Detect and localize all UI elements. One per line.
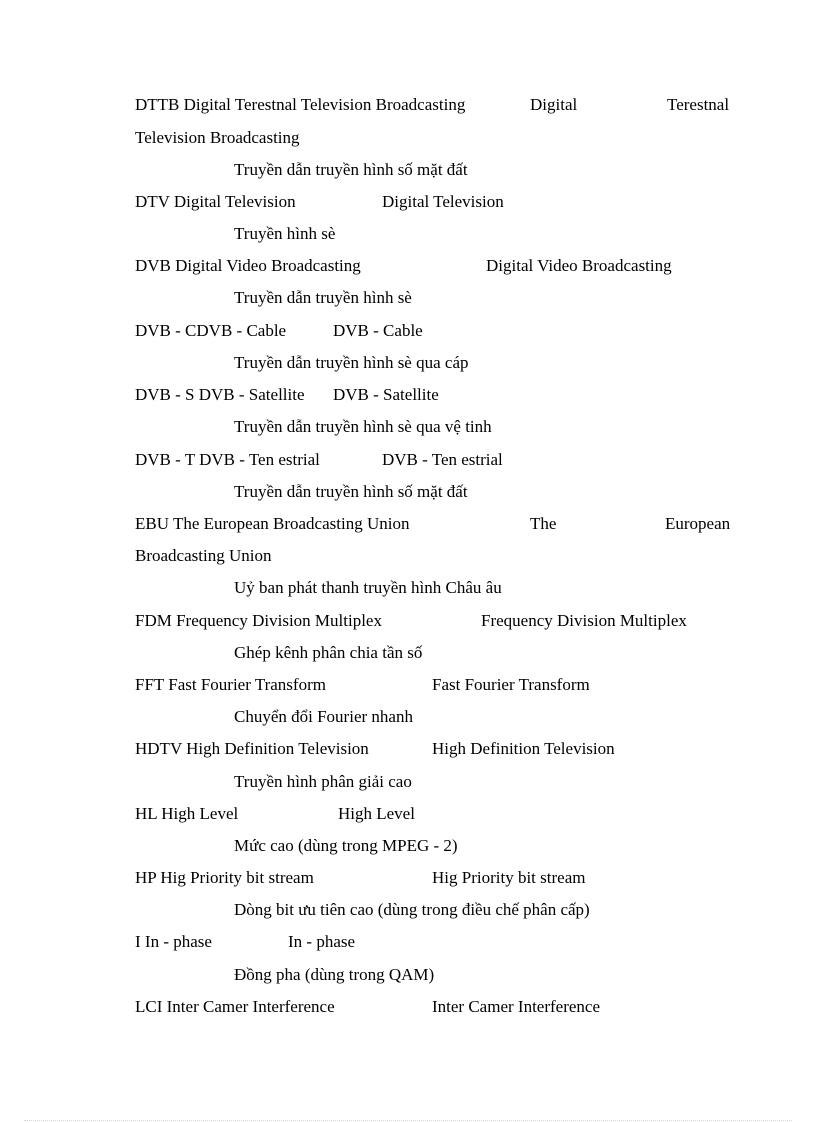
meaning-hp: Dòng bit ưu tiên cao (dùng trong điều chế phân cấp): [234, 900, 590, 919]
meaning-fft: Chuyển đổi Fourier nhanh: [234, 707, 413, 726]
term-lci: LCI Inter Camer Interference: [135, 997, 335, 1016]
meaning-ebu: Uỷ ban phát thanh truyền hình Châu âu: [234, 578, 502, 597]
term-ebu: EBU The European Broadcasting Union: [135, 514, 410, 533]
english-i: In - phase: [288, 932, 356, 951]
english-ebu: The: [530, 514, 557, 533]
english-fft: Fast Fourier Transform: [432, 675, 590, 694]
meaning-fdm: Ghép kênh phân chia tần số: [234, 643, 423, 662]
meaning-dttb: Truyền dẫn truyền hình số mặt đất: [234, 160, 468, 179]
term-hl: HL High Level: [135, 804, 239, 823]
meaning-dvb-c: Truyền dẫn truyền hình sè qua cáp: [234, 353, 469, 372]
term-dvb: DVB Digital Video Broadcasting: [135, 256, 361, 275]
english-ebu-cont: Broadcasting Union: [135, 546, 272, 565]
term-dvb-c: DVB - CDVB - Cable: [135, 321, 287, 340]
english-hl: High Level: [338, 804, 415, 823]
english-dtv: Digital Television: [382, 192, 504, 211]
term-hp: HP Hig Priority bit stream: [135, 868, 314, 887]
english-dttb-cont: Television Broadcasting: [135, 128, 300, 147]
meaning-dtv: Truyền hình sè: [234, 224, 336, 243]
meaning-dvb: Truyền dẫn truyền hình sè: [234, 288, 412, 307]
term-dttb: DTTB Digital Terestnal Television Broadcasting: [135, 95, 466, 114]
meaning-i: Đồng pha (dùng trong QAM): [234, 965, 435, 984]
english-dttb-tail: Terestnal: [667, 95, 730, 114]
term-hdtv: HDTV High Definition Television: [135, 739, 369, 758]
english-lci: Inter Camer Interference: [432, 997, 600, 1016]
english-dvb-c: DVB - Cable: [333, 321, 423, 340]
term-dvb-s: DVB - S DVB - Satellite: [135, 385, 305, 404]
meaning-dvb-t: Truyền dẫn truyền hình số mặt đất: [234, 482, 468, 501]
english-dvb-s: DVB - Satellite: [333, 385, 439, 404]
english-dvb: Digital Video Broadcasting: [486, 256, 672, 275]
meaning-hdtv: Truyền hình phân giải cao: [234, 772, 412, 791]
meaning-dvb-s: Truyền dẫn truyền hình sè qua vệ tinh: [234, 417, 492, 436]
english-fdm: Frequency Division Multiplex: [481, 611, 687, 630]
page-bottom-divider: [24, 1120, 792, 1121]
term-dtv: DTV Digital Television: [135, 192, 296, 211]
english-dvb-t: DVB - Ten estrial: [382, 450, 503, 469]
english-hdtv: High Definition Television: [432, 739, 615, 758]
term-fft: FFT Fast Fourier Transform: [135, 675, 326, 694]
term-fdm: FDM Frequency Division Multiplex: [135, 611, 382, 630]
term-dvb-t: DVB - T DVB - Ten estrial: [135, 450, 320, 469]
term-i: I In - phase: [135, 932, 212, 951]
meaning-hl: Mức cao (dùng trong MPEG - 2): [234, 836, 458, 855]
english-hp: Hig Priority bit stream: [432, 868, 586, 887]
english-ebu-tail: European: [665, 514, 731, 533]
english-dttb: Digital: [530, 95, 578, 114]
